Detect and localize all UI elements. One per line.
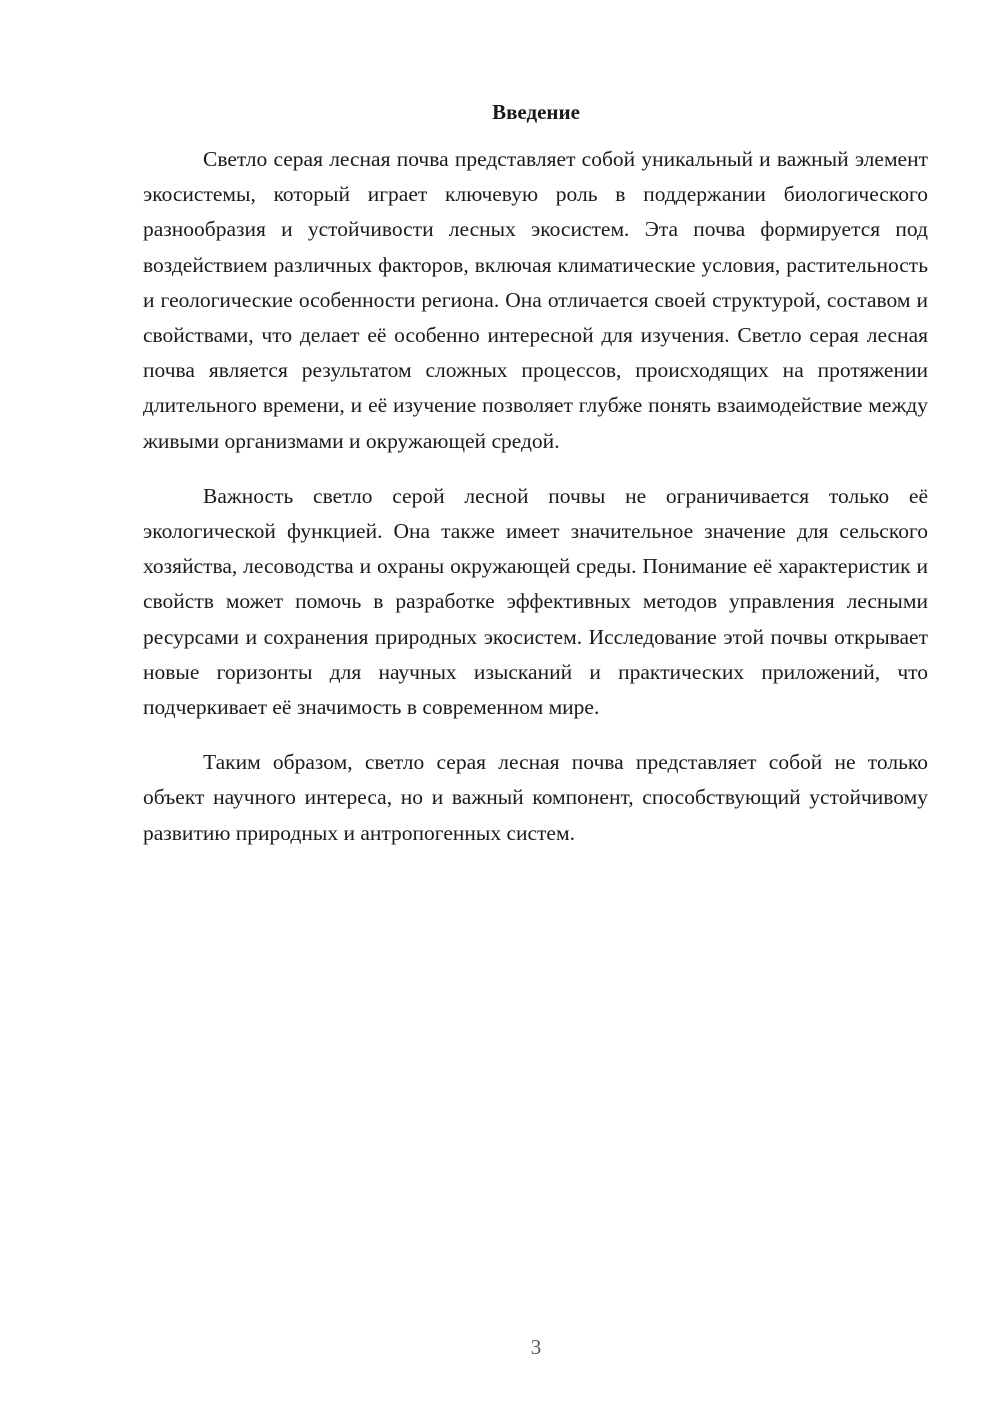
page-title: Введение	[492, 100, 580, 124]
page-number: 3	[530, 1335, 542, 1359]
paragraph-2: Важность светло серой лесной почвы не ограничивается только её экологической функцией. Она также имеет значительное значение для сельского хозяйства, лесоводства и охраны окружающей среды. Понимание её характеристик и свойств может помочь в разработке эффективных методов управления лесными ресурсами и сохранения природных экосистем. Исследование этой почвы открывает новые горизонты для научных изысканий и практических приложений, что подчеркивает её значимость в современном мире.	[143, 483, 928, 720]
paragraph-3: Таким образом, светло серая лесная почва представляет собой не только объект научного интереса, но и важный компонент, способствующий устойчивому развитию природных и антропогенных систем.	[143, 750, 928, 845]
document-body	[143, 142, 928, 871]
paragraph-1: Светло серая лесная почва представляет собой уникальный и важный элемент экосистемы, который играет ключевую роль в поддержании биологического разнообразия и устойчивости лесных экосистем. Эта почва формируется под воздействием различных факторов, включая климатические условия, растительность и геологические особенности региона. Она отличается своей структурой, составом и свойствами, что делает её особенно интересной для изучения. Светло серая лесная почва является результатом сложных процессов, происходящих на протяжении длительного времени, и её изучение позволяет глубже понять взаимодействие между живыми организмами и окружающей средой.	[143, 147, 928, 453]
